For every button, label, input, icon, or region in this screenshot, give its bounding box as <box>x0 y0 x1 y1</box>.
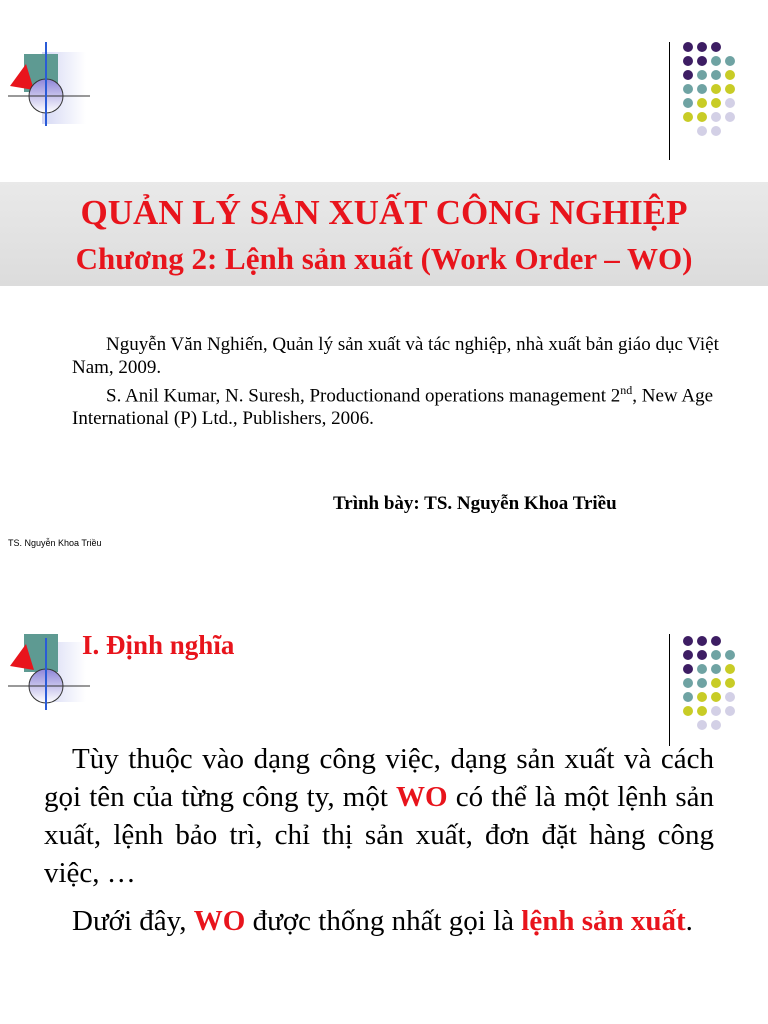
slide-subtitle: Chương 2: Lệnh sản xuất (Work Order – WO) <box>75 241 693 276</box>
dot-grid-decoration <box>678 636 742 740</box>
dot-grid-decoration <box>678 42 742 146</box>
section-heading: I. Định nghĩa <box>82 630 235 660</box>
paragraph-2: Dưới đây, WO được thống nhất gọi là lệnh sản xuất. <box>72 905 693 937</box>
presenter: Trình bày: TS. Nguyễn Khoa Triều <box>333 493 617 514</box>
body-text <box>44 740 714 940</box>
slide-logo-icon <box>0 0 90 140</box>
vertical-divider <box>669 634 670 746</box>
references <box>72 333 752 430</box>
slide-logo-icon <box>0 578 90 718</box>
slide-title: QUẢN LÝ SẢN XUẤT CÔNG NGHIỆP <box>80 193 688 232</box>
reference-2: S. Anil Kumar, N. Suresh, Productionand operations management 2nd, New Age International (P) Ltd., Publishers, 2006. <box>72 383 714 430</box>
vertical-divider <box>669 42 670 160</box>
footer-author: TS. Nguyễn Khoa Triều <box>8 538 102 548</box>
reference-1: Nguyễn Văn Nghiến, Quản lý sản xuất và tác nghiệp, nhà xuất bản giáo dục Việt Nam, 2009. <box>72 334 719 378</box>
slide-2 <box>0 512 768 1024</box>
paragraph-1: Tùy thuộc vào dạng công việc, dạng sản xuất và cách gọi tên của từng công ty, một WO có thể là một lệnh sản xuất, lệnh bảo trì, chỉ thị sản xuất, đơn đặt hàng công việc, … <box>44 743 714 889</box>
